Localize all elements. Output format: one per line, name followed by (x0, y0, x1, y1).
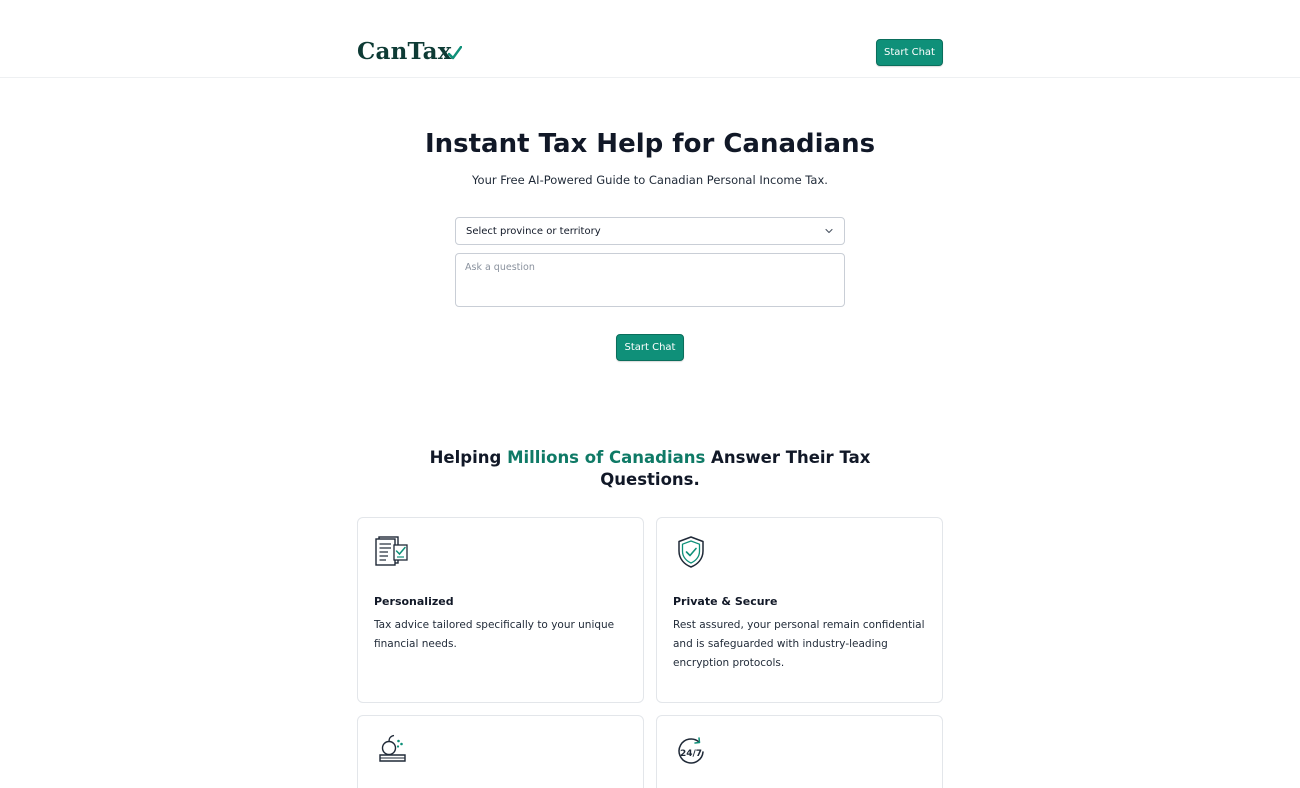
feature-card-private-secure (656, 517, 943, 703)
feature-card-personalized (357, 517, 644, 703)
logo-text: CanTax (357, 38, 452, 65)
shield-check-icon (673, 534, 709, 570)
features-section-title (420, 447, 880, 491)
document-checklist-icon (374, 534, 410, 570)
checkmark-icon (448, 46, 462, 60)
hero-start-chat-button[interactable]: Start Chat (616, 334, 684, 361)
feature-title: Personalized (374, 595, 454, 608)
features-title-accent: Millions of Canadians (507, 448, 706, 467)
page-subtitle: Your Free AI-Powered Guide to Canadian Personal Income Tax. (472, 173, 828, 187)
province-select[interactable] (455, 217, 845, 245)
plant-money-icon (374, 732, 410, 768)
feature-description: Tax advice tailored specifically to your unique financial needs. (374, 619, 615, 650)
feature-card-4 (656, 715, 943, 788)
features-title-pre: Helping (429, 448, 508, 467)
feature-title: Private & Secure (673, 595, 778, 608)
logo[interactable] (357, 38, 462, 66)
site-header (0, 0, 1300, 78)
question-input[interactable] (455, 253, 845, 307)
svg-text:24/7: 24/7 (679, 749, 703, 759)
features-title-post: Answer Their Tax Questions. (600, 448, 871, 489)
feature-card-3 (357, 715, 644, 788)
header-start-chat-button[interactable]: Start Chat (876, 39, 943, 66)
chevron-down-icon (824, 226, 834, 236)
clock-24-7-icon (673, 732, 709, 768)
feature-description: Rest assured, your personal remain confidential and is safeguarded with industry-leading encryption protocols. (673, 619, 925, 669)
province-select-value: Select province or territory (466, 225, 601, 237)
page-title: Instant Tax Help for Canadians (424, 129, 876, 159)
